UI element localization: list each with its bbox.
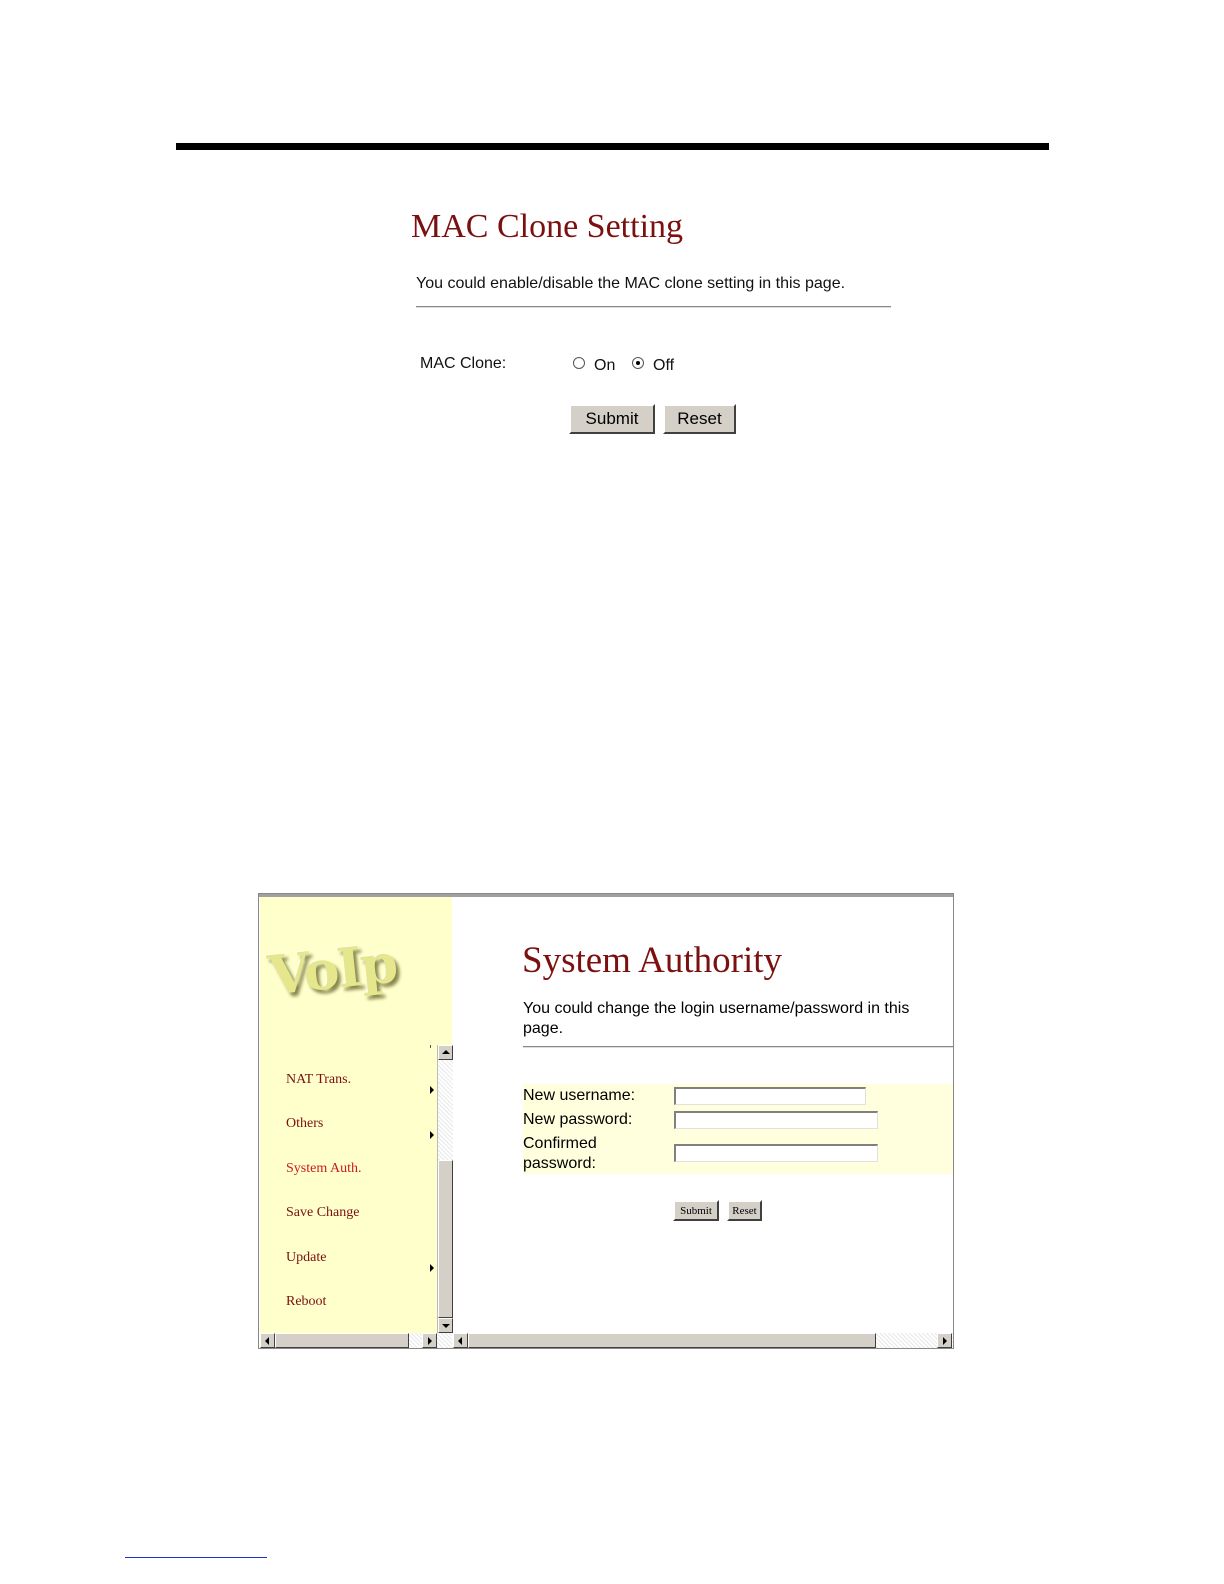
scroll-down-button[interactable] <box>438 1318 453 1333</box>
mac-clone-label: MAC Clone: <box>420 355 507 372</box>
down-arrow-icon <box>442 1324 450 1328</box>
scrollbar-thumb[interactable] <box>468 1333 876 1348</box>
submenu-arrow-icon <box>430 1131 434 1139</box>
new-username-label: New username: <box>523 1087 636 1104</box>
submenu-arrow-icon <box>430 1264 434 1272</box>
new-password-input[interactable] <box>674 1111 878 1129</box>
scroll-up-button[interactable] <box>438 1045 453 1060</box>
scroll-right-button[interactable] <box>422 1333 437 1348</box>
new-username-input[interactable] <box>674 1087 866 1105</box>
confirmed-password-label-line2: password: <box>523 1155 596 1172</box>
sidebar-vertical-scrollbar[interactable] <box>437 1045 453 1333</box>
sidebar-item-others[interactable]: Others <box>286 1116 324 1131</box>
submit-button[interactable]: Submit <box>569 404 655 434</box>
right-arrow-icon <box>943 1337 947 1345</box>
submenu-arrow-icon <box>430 1086 434 1094</box>
reset-button[interactable]: Reset <box>663 404 736 434</box>
scrollbar-thumb[interactable] <box>438 1160 453 1318</box>
submit-button[interactable]: Submit <box>673 1200 719 1221</box>
voip-logo: VoIp <box>265 930 399 1008</box>
scrollbar-thumb[interactable] <box>275 1333 409 1348</box>
mac-clone-description: You could enable/disable the MAC clone setting in this page. <box>416 275 846 292</box>
system-authority-window <box>258 893 954 1349</box>
sidebar-item-system-auth[interactable]: System Auth. <box>286 1161 362 1176</box>
page-top-rule <box>176 143 1049 150</box>
confirmed-password-input[interactable] <box>674 1144 878 1162</box>
scroll-left-button[interactable] <box>260 1333 275 1348</box>
sidebar-item-reboot[interactable]: Reboot <box>286 1294 327 1309</box>
content-horizontal-scrollbar[interactable] <box>453 1333 953 1348</box>
sidebar-item-save-change[interactable]: Save Change <box>286 1205 360 1220</box>
reset-button[interactable]: Reset <box>727 1200 762 1221</box>
system-authority-title: System Authority <box>522 940 783 981</box>
right-arrow-icon <box>428 1337 432 1345</box>
footnote-rule <box>125 1557 267 1558</box>
sidebar-tick <box>430 1045 431 1048</box>
left-arrow-icon <box>458 1337 462 1345</box>
sidebar-item-update[interactable]: Update <box>286 1250 327 1265</box>
divider <box>416 306 891 308</box>
divider <box>523 1046 954 1048</box>
scroll-right-button[interactable] <box>937 1333 952 1348</box>
left-arrow-icon <box>265 1337 269 1345</box>
confirmed-password-label-line1: Confirmed <box>523 1135 597 1152</box>
mac-clone-title: MAC Clone Setting <box>411 208 684 245</box>
mac-clone-on-radio[interactable] <box>573 357 585 369</box>
new-password-label: New password: <box>523 1111 633 1128</box>
up-arrow-icon <box>442 1050 450 1054</box>
sidebar-horizontal-scrollbar[interactable] <box>260 1333 452 1348</box>
scroll-left-button[interactable] <box>453 1333 468 1348</box>
sidebar-item-nat-trans[interactable]: NAT Trans. <box>286 1072 352 1087</box>
mac-clone-off-label[interactable]: Off <box>653 357 675 374</box>
mac-clone-on-label[interactable]: On <box>594 357 616 374</box>
sidebar <box>260 897 452 1333</box>
system-authority-description: You could change the login username/password in this page. <box>523 1000 910 1037</box>
mac-clone-off-radio[interactable] <box>632 357 644 369</box>
